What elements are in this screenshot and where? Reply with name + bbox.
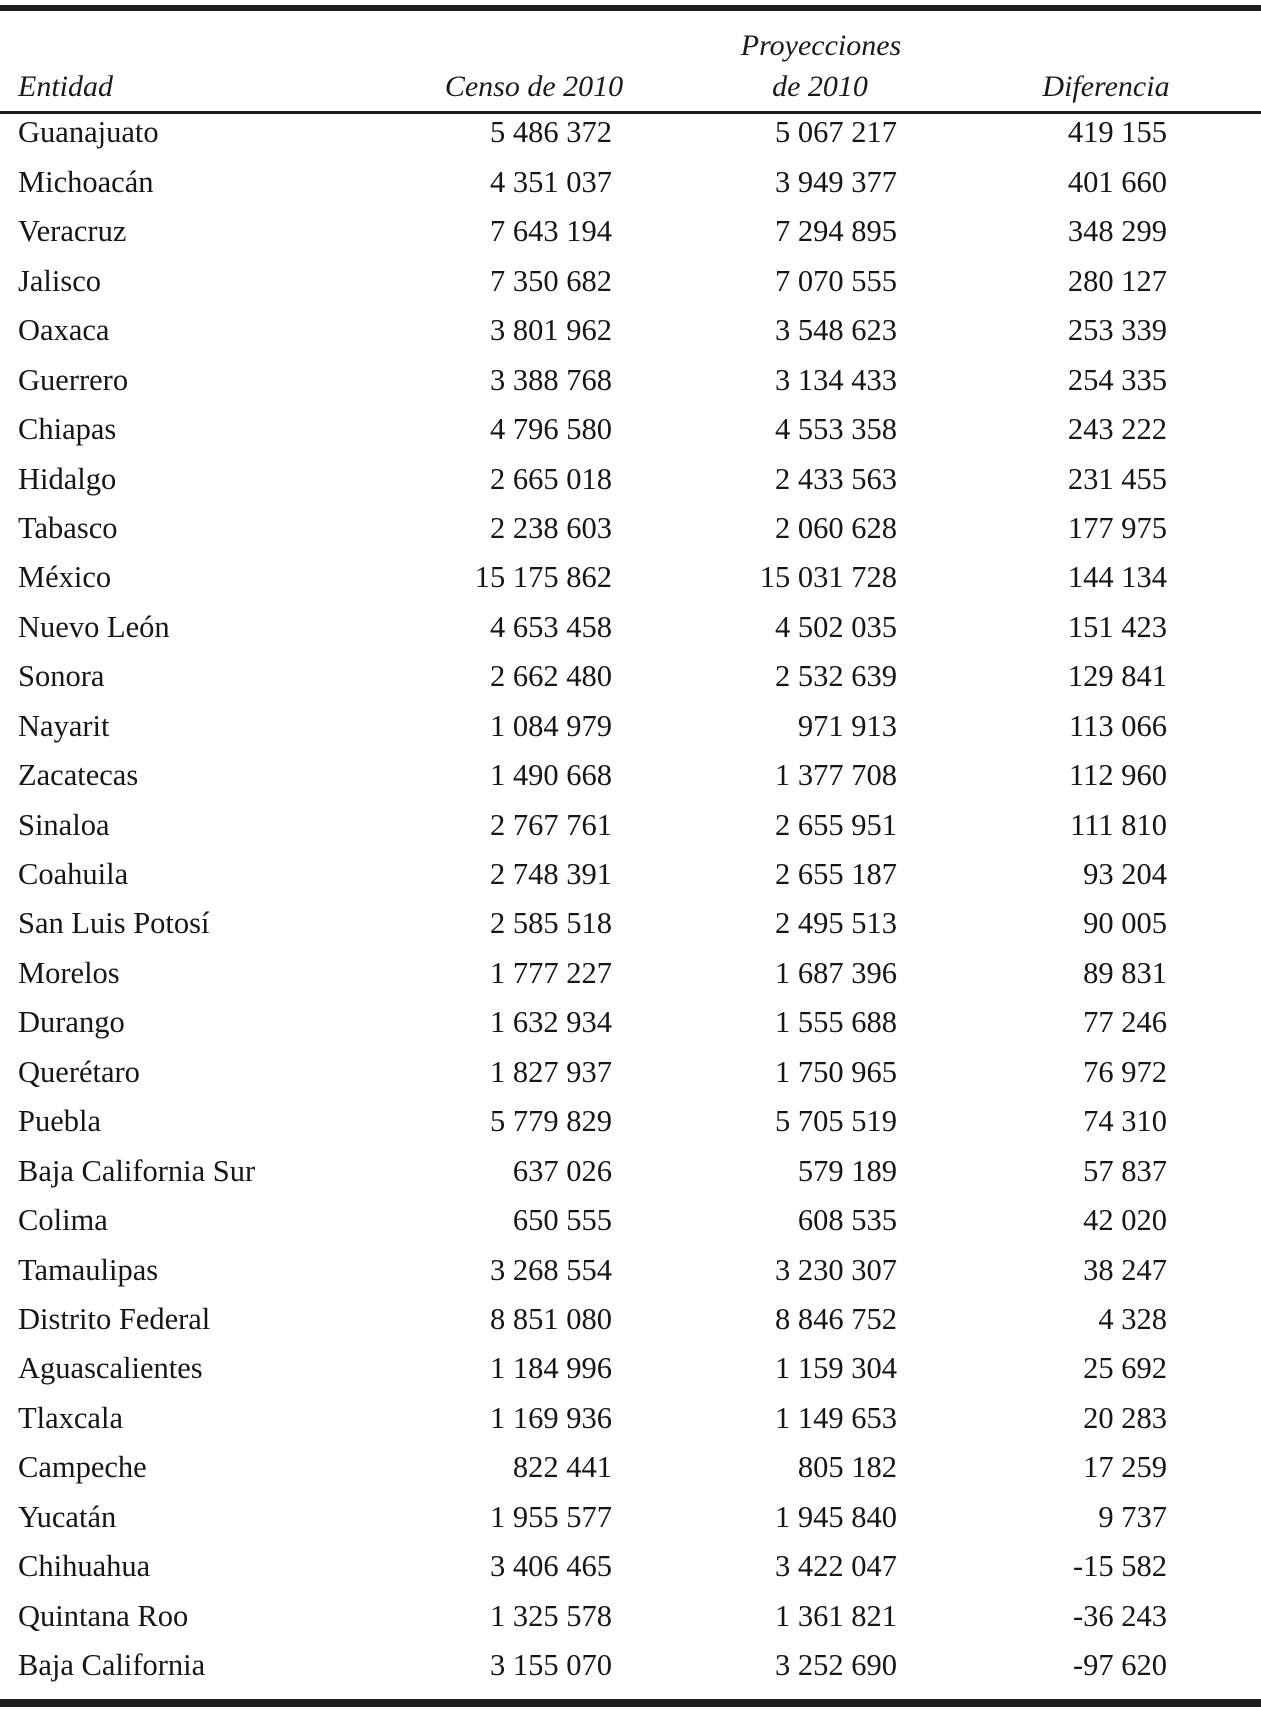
cell-censo: 1 325 578	[490, 1598, 612, 1633]
cell-censo: 8 851 080	[490, 1301, 612, 1336]
table-row	[0, 355, 1261, 404]
cell-proyecciones: 7 070 555	[775, 263, 897, 298]
cell-diferencia: 112 960	[1069, 758, 1167, 793]
cell-censo: 2 585 518	[490, 906, 612, 941]
cell-entidad: Jalisco	[18, 263, 102, 298]
cell-diferencia: 419 155	[1067, 115, 1167, 150]
table-row	[0, 1295, 1261, 1344]
cell-entidad: Yucatán	[18, 1499, 117, 1534]
cell-entidad: México	[18, 560, 112, 595]
cell-diferencia: 280 127	[1067, 263, 1167, 298]
cell-diferencia: 144 134	[1067, 560, 1167, 595]
cell-proyecciones: 3 252 690	[775, 1648, 897, 1683]
cell-diferencia: 89 831	[1083, 955, 1167, 990]
cell-proyecciones: 608 535	[797, 1203, 897, 1238]
cell-proyecciones: 5 705 519	[775, 1104, 897, 1139]
table-row	[0, 256, 1261, 305]
cell-proyecciones: 805 182	[797, 1450, 897, 1485]
cell-proyecciones: 15 031 728	[759, 560, 897, 595]
cell-diferencia: 111 810	[1070, 807, 1167, 842]
cell-entidad: Puebla	[18, 1104, 102, 1139]
cell-diferencia: 151 423	[1067, 609, 1167, 644]
cell-proyecciones: 1 159 304	[775, 1351, 897, 1386]
cell-proyecciones: 1 555 688	[775, 1005, 897, 1040]
table-body	[0, 108, 1261, 1690]
cell-entidad: Chiapas	[18, 412, 117, 447]
cell-diferencia: 17 259	[1083, 1450, 1167, 1485]
cell-diferencia: 177 975	[1067, 510, 1167, 545]
cell-entidad: Nayarit	[18, 708, 110, 743]
column-header-proyecciones-line1: Proyecciones	[740, 29, 902, 62]
cell-diferencia: 348 299	[1067, 214, 1167, 249]
cell-diferencia: -36 243	[1072, 1598, 1167, 1633]
cell-entidad: Baja California	[18, 1648, 206, 1683]
cell-proyecciones: 1 687 396	[775, 955, 897, 990]
cell-diferencia: 90 005	[1083, 906, 1167, 941]
cell-entidad: Chihuahua	[18, 1549, 151, 1584]
table-row	[0, 948, 1261, 997]
cell-censo: 3 268 554	[490, 1252, 612, 1287]
table-row	[0, 1344, 1261, 1393]
cell-censo: 2 748 391	[490, 857, 612, 892]
cell-proyecciones: 8 846 752	[775, 1301, 897, 1336]
table-row	[0, 405, 1261, 454]
column-header-censo-2010: Censo de 2010	[444, 70, 624, 103]
table-row	[0, 108, 1261, 157]
table-row	[0, 454, 1261, 503]
cell-censo: 4 653 458	[490, 609, 612, 644]
cell-censo: 3 406 465	[490, 1549, 612, 1584]
cell-entidad: Zacatecas	[18, 758, 139, 793]
table-row	[0, 553, 1261, 602]
cell-censo: 3 155 070	[490, 1648, 612, 1683]
cell-proyecciones: 2 532 639	[775, 659, 897, 694]
cell-entidad: Baja California Sur	[18, 1153, 256, 1188]
cell-entidad: San Luis Potosí	[18, 906, 210, 941]
cell-censo: 637 026	[512, 1153, 612, 1188]
cell-proyecciones: 2 655 187	[775, 857, 897, 892]
cell-diferencia: 113 066	[1069, 708, 1167, 743]
cell-proyecciones: 971 913	[797, 708, 897, 743]
cell-diferencia: 253 339	[1067, 313, 1167, 348]
cell-censo: 822 441	[512, 1450, 612, 1485]
table-row	[0, 207, 1261, 256]
cell-diferencia: 77 246	[1083, 1005, 1167, 1040]
cell-entidad: Sonora	[18, 659, 105, 694]
cell-censo: 1 490 668	[490, 758, 612, 793]
table-row	[0, 1146, 1261, 1195]
cell-censo: 3 801 962	[490, 313, 612, 348]
cell-proyecciones: 3 949 377	[775, 164, 897, 199]
cell-entidad: Veracruz	[18, 214, 127, 249]
cell-diferencia: 129 841	[1067, 659, 1167, 694]
cell-proyecciones: 3 134 433	[775, 362, 897, 397]
cell-censo: 650 555	[512, 1203, 612, 1238]
table-row	[0, 1047, 1261, 1096]
cell-proyecciones: 1 361 821	[775, 1598, 897, 1633]
cell-censo: 1 084 979	[490, 708, 612, 743]
cell-diferencia: 243 222	[1067, 412, 1167, 447]
cell-proyecciones: 4 502 035	[775, 609, 897, 644]
cell-censo: 15 175 862	[474, 560, 612, 595]
cell-proyecciones: 3 422 047	[775, 1549, 897, 1584]
cell-proyecciones: 579 189	[797, 1153, 897, 1188]
table-row	[0, 504, 1261, 553]
table-row	[0, 652, 1261, 701]
table-row	[0, 899, 1261, 948]
cell-censo: 2 662 480	[490, 659, 612, 694]
cell-proyecciones: 2 495 513	[775, 906, 897, 941]
cell-censo: 1 632 934	[490, 1005, 612, 1040]
table-row	[0, 157, 1261, 206]
cell-censo: 4 351 037	[490, 164, 612, 199]
cell-censo: 5 779 829	[490, 1104, 612, 1139]
cell-entidad: Tlaxcala	[18, 1400, 123, 1435]
cell-entidad: Guanajuato	[18, 115, 159, 150]
cell-entidad: Morelos	[18, 955, 120, 990]
cell-entidad: Colima	[18, 1203, 108, 1238]
cell-diferencia: 25 692	[1083, 1351, 1167, 1386]
cell-censo: 3 388 768	[490, 362, 612, 397]
table-row	[0, 1641, 1261, 1690]
column-header-diferencia: Diferencia	[1042, 70, 1170, 103]
cell-proyecciones: 4 553 358	[775, 412, 897, 447]
cell-entidad: Durango	[18, 1005, 125, 1040]
cell-censo: 5 486 372	[490, 115, 612, 150]
bottom-rule	[0, 1699, 1261, 1707]
table-row	[0, 1591, 1261, 1640]
cell-proyecciones: 2 433 563	[775, 461, 897, 496]
table-row	[0, 602, 1261, 651]
table-row	[0, 1492, 1261, 1541]
cell-censo: 4 796 580	[490, 412, 612, 447]
cell-entidad: Oaxaca	[18, 313, 110, 348]
cell-proyecciones: 2 060 628	[775, 510, 897, 545]
cell-censo: 7 643 194	[490, 214, 612, 249]
cell-entidad: Quintana Roo	[18, 1598, 189, 1633]
cell-censo: 2 767 761	[490, 807, 612, 842]
table-row	[0, 1196, 1261, 1245]
cell-diferencia: 9 737	[1098, 1499, 1167, 1534]
cell-entidad: Hidalgo	[18, 461, 117, 496]
cell-censo: 2 665 018	[490, 461, 612, 496]
cell-entidad: Aguascalientes	[18, 1351, 203, 1386]
column-header-proyecciones-line2: de 2010	[772, 70, 868, 103]
cell-censo: 1 955 577	[490, 1499, 612, 1534]
cell-proyecciones: 3 548 623	[775, 313, 897, 348]
cell-censo: 1 777 227	[490, 955, 612, 990]
cell-censo: 1 184 996	[490, 1351, 612, 1386]
table-row	[0, 1245, 1261, 1294]
top-rule	[0, 5, 1261, 11]
table-row	[0, 306, 1261, 355]
table-row	[0, 998, 1261, 1047]
cell-diferencia: -97 620	[1072, 1648, 1167, 1683]
cell-entidad: Tabasco	[18, 510, 118, 545]
column-header-entidad: Entidad	[18, 70, 113, 103]
cell-diferencia: 38 247	[1083, 1252, 1167, 1287]
table-row	[0, 1542, 1261, 1591]
cell-diferencia: 93 204	[1083, 857, 1167, 892]
cell-entidad: Campeche	[18, 1450, 147, 1485]
cell-proyecciones: 5 067 217	[775, 115, 897, 150]
table-row	[0, 751, 1261, 800]
cell-entidad: Michoacán	[18, 164, 154, 199]
cell-diferencia: 401 660	[1067, 164, 1167, 199]
cell-proyecciones: 3 230 307	[775, 1252, 897, 1287]
table-row	[0, 1443, 1261, 1492]
cell-entidad: Tamaulipas	[18, 1252, 159, 1287]
cell-proyecciones: 1 377 708	[775, 758, 897, 793]
cell-censo: 7 350 682	[490, 263, 612, 298]
table-row	[0, 800, 1261, 849]
cell-diferencia: 74 310	[1083, 1104, 1167, 1139]
cell-proyecciones: 2 655 951	[775, 807, 897, 842]
cell-diferencia: 76 972	[1083, 1054, 1167, 1089]
cell-entidad: Querétaro	[18, 1054, 140, 1089]
cell-entidad: Coahuila	[18, 857, 129, 892]
cell-proyecciones: 1 945 840	[775, 1499, 897, 1534]
cell-diferencia: 254 335	[1067, 362, 1167, 397]
cell-proyecciones: 1 149 653	[775, 1400, 897, 1435]
cell-censo: 1 169 936	[490, 1400, 612, 1435]
cell-diferencia: 42 020	[1083, 1203, 1167, 1238]
table-row	[0, 701, 1261, 750]
cell-diferencia: -15 582	[1072, 1549, 1167, 1584]
cell-entidad: Guerrero	[18, 362, 129, 397]
cell-censo: 2 238 603	[490, 510, 612, 545]
table-row	[0, 850, 1261, 899]
cell-diferencia: 231 455	[1067, 461, 1167, 496]
cell-censo: 1 827 937	[490, 1054, 612, 1089]
table-row	[0, 1097, 1261, 1146]
cell-entidad: Distrito Federal	[18, 1301, 211, 1336]
table-row	[0, 1393, 1261, 1442]
cell-diferencia: 4 328	[1098, 1301, 1167, 1336]
cell-proyecciones: 1 750 965	[775, 1054, 897, 1089]
cell-diferencia: 57 837	[1083, 1153, 1167, 1188]
cell-entidad: Nuevo León	[18, 609, 170, 644]
cell-diferencia: 20 283	[1083, 1400, 1167, 1435]
cell-entidad: Sinaloa	[18, 807, 110, 842]
cell-proyecciones: 7 294 895	[775, 214, 897, 249]
